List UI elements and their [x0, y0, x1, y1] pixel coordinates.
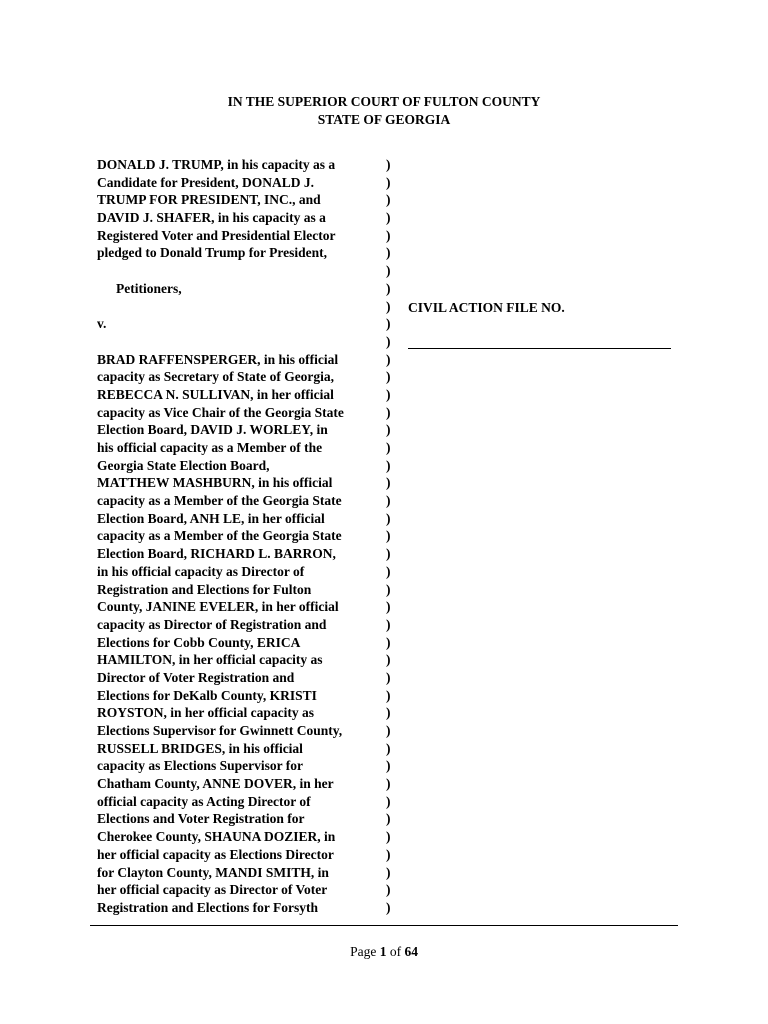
caption-paren: )	[386, 705, 391, 721]
caption-line: Registration and Elections for Fulton	[97, 581, 312, 597]
caption-line: RUSSELL BRIDGES, in his official	[97, 740, 303, 756]
caption-paren: )	[386, 404, 391, 420]
caption-paren: )	[386, 758, 391, 774]
caption-line: capacity as Vice Chair of the Georgia State	[97, 404, 344, 420]
civil-action-label: CIVIL ACTION FILE NO.	[408, 300, 565, 315]
caption-line: official capacity as Acting Director of	[97, 793, 311, 809]
caption-paren: )	[386, 793, 391, 809]
caption-paren: )	[386, 369, 391, 385]
caption-paren: )	[386, 846, 391, 862]
caption-paren: )	[386, 563, 391, 579]
caption-paren: )	[386, 157, 391, 172]
caption-line: DAVID J. SHAFER, in his capacity as a	[97, 210, 326, 226]
caption-paren: )	[386, 333, 391, 349]
caption-paren: )	[386, 634, 391, 650]
caption-line	[97, 298, 387, 316]
caption-line: capacity as Director of Registration and	[97, 616, 327, 632]
caption-line: her official capacity as Director of Voter	[97, 882, 328, 898]
caption-line: v.	[97, 316, 107, 332]
caption-line: Election Board, ANH LE, in her official	[97, 510, 325, 526]
caption-line: REBECCA N. SULLIVAN, in her official	[97, 386, 334, 402]
caption-line: her official capacity as Elections Director	[97, 846, 334, 862]
caption-line: Elections for DeKalb County, KRISTI	[97, 687, 317, 703]
case-caption-parties	[97, 156, 387, 917]
caption-paren: )	[386, 740, 391, 756]
caption-line: County, JANINE EVELER, in her official	[97, 599, 339, 615]
court-header	[0, 93, 768, 129]
caption-line: Registered Voter and Presidential Elector	[97, 227, 336, 243]
caption-paren: )	[386, 687, 391, 703]
caption-line: TRUMP FOR PRESIDENT, INC., and	[97, 192, 321, 208]
caption-paren: )	[386, 386, 391, 402]
caption-line: capacity as Elections Supervisor for	[97, 758, 303, 774]
caption-paren: )	[386, 263, 391, 279]
caption-line: Elections and Voter Registration for	[97, 811, 305, 827]
caption-paren: )	[386, 652, 391, 668]
caption-paren: )	[386, 899, 391, 915]
caption-line: capacity as a Member of the Georgia State	[97, 493, 342, 509]
caption-line: Elections Supervisor for Gwinnett County,	[97, 723, 343, 738]
caption-line: Georgia State Election Board,	[97, 457, 270, 473]
caption-line: ROYSTON, in her official capacity as	[97, 705, 315, 721]
caption-line: Election Board, DAVID J. WORLEY, in	[97, 422, 328, 438]
caption-line: DONALD J. TRUMP, in his capacity as a	[97, 157, 336, 172]
caption-line: for Clayton County, MANDI SMITH, in	[97, 864, 329, 880]
caption-paren: )	[386, 316, 391, 332]
caption-paren: )	[386, 210, 391, 226]
caption-paren: )	[386, 457, 391, 473]
caption-paren: )	[386, 493, 391, 509]
caption-line: Petitioners,	[116, 280, 182, 296]
caption-paren: )	[386, 616, 391, 632]
court-state: STATE OF GEORGIA	[317, 112, 451, 127]
caption-line: capacity as Secretary of State of Georgia,	[97, 369, 335, 385]
caption-line	[97, 262, 387, 280]
caption-paren: )	[386, 422, 391, 438]
caption-paren: )	[386, 546, 391, 562]
caption-line: his official capacity as a Member of the	[97, 440, 323, 455]
caption-paren: )	[386, 864, 391, 880]
caption-line: Candidate for President, DONALD J.	[97, 174, 315, 190]
caption-line: HAMILTON, in her official capacity as	[97, 652, 323, 668]
caption-paren: )	[386, 245, 391, 261]
caption-line: in his official capacity as Director of	[97, 563, 305, 579]
caption-paren: )	[386, 882, 391, 898]
caption-line: Elections for Cobb County, ERICA	[97, 634, 301, 650]
page-footer	[0, 943, 768, 961]
caption-paren: )	[386, 599, 391, 615]
caption-line: Chatham County, ANNE DOVER, in her	[97, 776, 334, 792]
caption-paren: )	[386, 174, 391, 190]
caption-line: Director of Voter Registration and	[97, 669, 295, 685]
caption-paren: )	[386, 829, 391, 845]
caption-paren: )	[386, 351, 391, 367]
caption-paren: )	[386, 280, 391, 296]
caption-paren: )	[386, 440, 391, 455]
court-name: IN THE SUPERIOR COURT OF FULTON COUNTY	[227, 94, 541, 109]
caption-paren: )	[386, 227, 391, 243]
caption-paren: )	[386, 723, 391, 738]
caption-line: Election Board, RICHARD L. BARRON,	[97, 546, 336, 562]
caption-line: Cherokee County, SHAUNA DOZIER, in	[97, 829, 336, 845]
page-prefix: Page	[350, 944, 380, 959]
caption-line: capacity as a Member of the Georgia State	[97, 528, 342, 544]
page-number: 1	[379, 944, 387, 959]
caption-paren: )	[386, 298, 391, 314]
caption-line: Registration and Elections for Forsyth	[97, 899, 318, 915]
caption-paren: )	[386, 510, 391, 526]
caption-line	[97, 333, 387, 351]
caption-paren: )	[386, 192, 391, 208]
caption-paren: )	[386, 776, 391, 792]
page-total: 64	[404, 944, 418, 959]
caption-line: pledged to Donald Trump for President,	[97, 245, 328, 261]
page-of: of	[386, 944, 405, 959]
caption-paren: )	[386, 528, 391, 544]
caption-rule	[90, 925, 678, 926]
caption-paren: )	[386, 811, 391, 827]
file-number-blank-line	[408, 348, 671, 349]
caption-paren: )	[386, 581, 391, 597]
caption-line: BRAD RAFFENSPERGER, in his official	[97, 351, 339, 367]
caption-paren: )	[386, 475, 391, 491]
caption-line: MATTHEW MASHBURN, in his official	[97, 475, 333, 491]
caption-parenthesis-column	[386, 156, 396, 917]
caption-paren: )	[386, 669, 391, 685]
